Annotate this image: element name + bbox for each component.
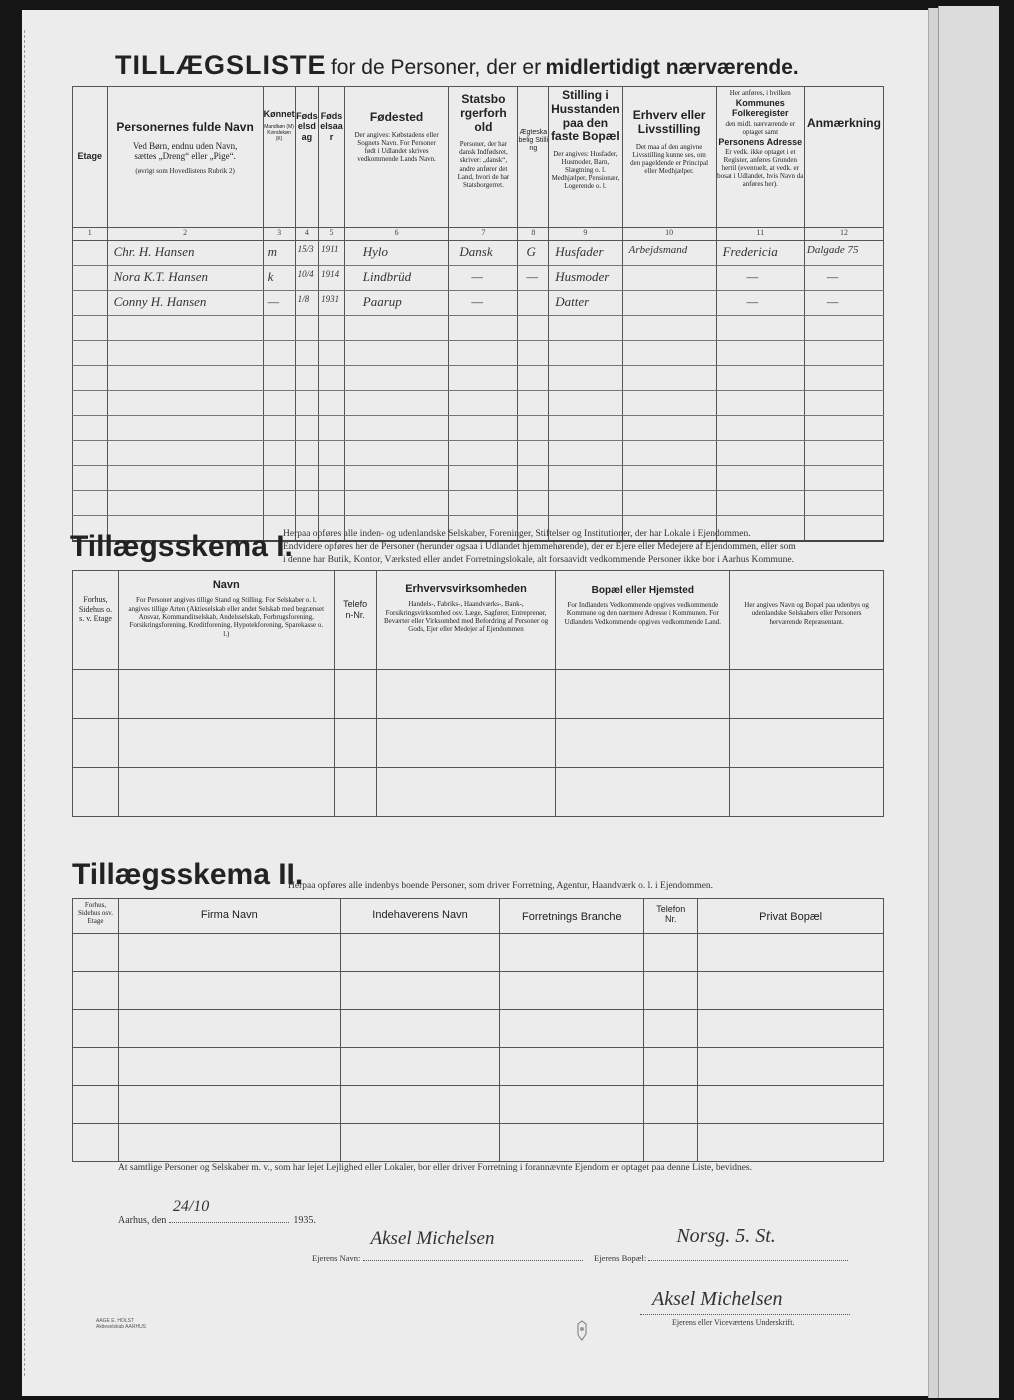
- cell-foedested[interactable]: Hylo: [362, 244, 389, 259]
- cell-anmaerkning[interactable]: —: [826, 294, 839, 309]
- skema2-header-branche: Forretnings Branche: [500, 899, 644, 934]
- table-row: [73, 719, 884, 768]
- col-number: 5: [319, 228, 345, 241]
- header-foedselsdag: Fødselsdag: [295, 87, 319, 228]
- col-number: 11: [716, 228, 804, 241]
- printer-imprint: AAGE E. HOLST Aktieselskab AARHUS: [96, 1318, 147, 1330]
- cell-stilling[interactable]: Husmoder: [555, 269, 610, 284]
- header-aegteskabelig: Ægteskabelig Stilling: [518, 87, 549, 228]
- table-row: [73, 266, 884, 291]
- cell-fdag[interactable]: 1/8: [297, 294, 310, 304]
- place-label: Aarhus, den: [118, 1215, 167, 1226]
- owner-address-label: Ejerens Bopæl:: [594, 1253, 647, 1263]
- date-line: [118, 1198, 316, 1227]
- table-row: [73, 341, 884, 366]
- cell-statsborger[interactable]: —: [471, 269, 483, 284]
- date-field[interactable]: [169, 1198, 289, 1223]
- col-number: 3: [263, 228, 295, 241]
- header-etage: Etage: [73, 87, 108, 228]
- skema1-header-etage: Forhus, Sidehus o. s. v. Etage: [73, 571, 119, 670]
- skema1-desc-line1: Herpaa opføres alle inden- og udenlandske Selskaber, Foreninger, Stiftelser og Institutioner, der har Lokale i Ejendommen.: [283, 529, 751, 539]
- cell-navn[interactable]: Conny H. Hansen: [113, 294, 207, 309]
- cell-kommune[interactable]: Fredericia: [722, 244, 778, 259]
- skema1-desc-line3: i denne har Butik, Kontor, Værksted eller andet Forretningslokale, alt forsaavidt vedkommende Personer ikke bor i Aarhus Kommune.: [283, 555, 795, 565]
- skema2-header-firma: Firma Navn: [118, 899, 340, 934]
- owner-address-line: [594, 1225, 848, 1265]
- cell-navn[interactable]: Nora K.T. Hansen: [113, 269, 208, 284]
- table-row: [73, 391, 884, 416]
- title-main: TILLÆGSLISTE: [115, 50, 327, 80]
- table-row: [73, 291, 884, 316]
- skema1-header-erhverv: Erhvervsvirksomheden Handels-, Fabriks-, Haandværks-, Bank-, Forsikringsvirksomhed osv. Læge, Sagfører, Entreprenør, Beværter eller Virksomhed med Befordring af Personer og Gods, Ejer eller Medejer af Ejendommen: [376, 571, 556, 670]
- cell-anmaerkning[interactable]: —: [826, 269, 839, 284]
- form-title: [115, 50, 799, 81]
- header-statsborger: Statsborgerforhold Personer, der har dansk Indfødsret, skriver: „dansk“, andre anfører det Land, hvori de har Statsborgerret.: [449, 87, 518, 228]
- cell-foedested[interactable]: Paarup: [362, 294, 402, 309]
- cell-koen[interactable]: —: [267, 294, 280, 309]
- skema1-description: [283, 528, 883, 567]
- column-number-row: [73, 228, 884, 241]
- skema2-header-telefon: Telefon Nr.: [644, 899, 698, 934]
- cell-aegteskabelig[interactable]: G: [526, 244, 536, 259]
- tillaegsliste-table: [72, 86, 884, 542]
- header-foedselsaar: Fødselsaar: [319, 87, 345, 228]
- date-value: 24/10: [172, 1198, 210, 1215]
- cell-anmaerkning[interactable]: Dalgade 75: [806, 244, 859, 256]
- cell-statsborger[interactable]: Dansk: [459, 244, 493, 259]
- header-kommune: Her anføres, i hvilken Kommunes Folkeregister den midl. nærværende er optaget samt Personens Adresse Er vedk. ikke optaget i et Register, anføres Grunden hertil (eventuelt, at vedk. er bosat i Udlandet, hvis Navn da anføres her).: [716, 87, 804, 228]
- cell-navn[interactable]: Chr. H. Hansen: [113, 244, 195, 259]
- table-row: [73, 934, 884, 972]
- next-page-edge: [938, 6, 999, 1398]
- owner-address-field[interactable]: [648, 1225, 848, 1261]
- col-number: 4: [295, 228, 319, 241]
- cell-statsborger[interactable]: —: [471, 294, 483, 309]
- skema1-header-repraesentant: Her angives Navn og Bopæl paa udenbys og udenlandske Selskabers eller Personers herværende Repræsentant.: [730, 571, 884, 670]
- col-number: 2: [107, 228, 263, 241]
- signature-field[interactable]: [640, 1288, 850, 1315]
- table-row: [73, 416, 884, 441]
- cell-koen[interactable]: m: [267, 244, 277, 259]
- owner-name-value: Aksel Michelsen: [370, 1228, 495, 1249]
- cell-fdag[interactable]: 10/4: [297, 269, 314, 279]
- col-number: 9: [549, 228, 622, 241]
- cell-aegteskabelig[interactable]: [518, 291, 548, 294]
- header-stilling: Stilling i Husstanden paa den faste Bopæl Der angives: Husfader, Husmoder, Barn, Slægtning o. l. Medhjælper, Pensionær, Logerende o. l.: [549, 87, 622, 228]
- skema2-header-indehaver: Indehaverens Navn: [340, 899, 500, 934]
- title-middle: for de Personer, der er: [330, 56, 542, 79]
- cell-faar[interactable]: 1914: [321, 269, 340, 279]
- table-row: [73, 1010, 884, 1048]
- owner-name-field[interactable]: [363, 1228, 583, 1261]
- skema1-desc-line2: Endvidere opføres her de Personer (herunder ogsaa i Udlandet hjemmehørende), der er Ejere eller Medejere af Ejendommen, eller som: [283, 542, 796, 552]
- signature-value: Aksel Michelsen: [652, 1288, 783, 1310]
- table-row: [73, 1048, 884, 1086]
- cell-stilling[interactable]: Datter: [555, 294, 590, 309]
- year-text: 1935.: [293, 1215, 316, 1226]
- table-row: [73, 1086, 884, 1124]
- header-navn: Personernes fulde Navn Ved Børn, endnu uden Navn, sættes „Dreng“ eller „Pige“. (øvrigt som Hovedlistens Rubrik 2): [107, 87, 263, 228]
- table-row: [73, 972, 884, 1010]
- table-row: [73, 768, 884, 817]
- skema1-header-navn: Navn For Personer angives tillige Stand og Stilling. For Selskaber o. l. angives tillige Arten (Aktieselskab eller andet Selskab med begrænset Ansvar, Kommanditselskab, Andelsselskab, Forbrugsforening, Forsikringsforening, Kreditforening, Hypotekforening, Sparekasse o. l.): [118, 571, 334, 670]
- skema1-table: [72, 570, 884, 817]
- cell-erhverv[interactable]: [623, 291, 716, 294]
- table-row: [73, 491, 884, 516]
- owner-name-line: [312, 1228, 583, 1265]
- header-foedested: Fødested Der angives: Købstadens eller Sognets Navn. For Personer født i Udlandet skrives vedkommende Lands Navn.: [344, 87, 449, 228]
- skema1-title: Tillægsskema I.: [70, 530, 293, 563]
- col-number: 7: [449, 228, 518, 241]
- col-number: 6: [344, 228, 449, 241]
- cell-faar[interactable]: 1931: [321, 294, 340, 304]
- cell-koen[interactable]: k: [267, 269, 274, 284]
- table-row: [73, 366, 884, 391]
- cell-kommune[interactable]: —: [746, 294, 759, 309]
- skema1-header-telefon: Telefon-Nr.: [334, 571, 376, 670]
- cell-foedested[interactable]: Lindbrüd: [362, 269, 412, 284]
- table-row: [73, 466, 884, 491]
- owner-name-label: Ejerens Navn:: [312, 1253, 361, 1263]
- attestation-statement: At samtlige Personer og Selskaber m. v., som har lejet Lejlighed eller Lokaler, bor eller driver Forretning i forannævnte Ejendom er optaget paa denne Liste, bevidnes.: [118, 1163, 752, 1173]
- title-end: midlertidigt nærværende.: [545, 56, 799, 79]
- skema2-title: Tillægsskema II.: [72, 858, 304, 891]
- stamp-icon: [574, 1320, 590, 1342]
- cell-faar[interactable]: 1911: [321, 244, 339, 254]
- col-number: 8: [518, 228, 549, 241]
- table-row: [73, 316, 884, 341]
- table-row: [73, 670, 884, 719]
- table-row: [73, 441, 884, 466]
- skema2-header-etage: Forhus, Sidehus osv. Etage: [73, 899, 119, 934]
- signature-label: Ejerens eller Viceværtens Underskrift.: [672, 1318, 795, 1327]
- cell-stilling[interactable]: Husfader: [555, 244, 604, 259]
- table-row: [73, 1124, 884, 1162]
- binding-stitch: [24, 30, 25, 1376]
- col-number: 1: [73, 228, 108, 241]
- skema2-table: [72, 898, 884, 1162]
- skema2-description: Herpaa opføres alle indenbys boende Personer, som driver Forretning, Agentur, Haandværk o. l. i Ejendommen.: [288, 881, 714, 891]
- header-anmaerkning: Anmærkning: [804, 87, 883, 228]
- header-koen: Kønnet Mandkøn (M) Kvindekøn (K): [263, 87, 295, 228]
- cell-erhverv[interactable]: [623, 266, 716, 269]
- cell-kommune[interactable]: —: [746, 269, 759, 284]
- cell-aegteskabelig[interactable]: —: [526, 269, 539, 284]
- skema1-header-bopael: Bopæl eller Hjemsted For Indlandets Vedkommende opgives vedkommende Kommune og den nærmere Adresse i Kommunen. For Udlandets Vedkommende opgives vedkommende Land.: [556, 571, 730, 670]
- col-number: 10: [622, 228, 716, 241]
- table-row: [73, 241, 884, 266]
- owner-address-value: Norsg. 5. St.: [676, 1225, 776, 1247]
- cell-fdag[interactable]: 15/3: [297, 244, 314, 254]
- header-erhverv: Erhverv eller Livsstilling Det maa af den angivne Livsstilling kunne ses, om den pageldende er Principal eller Medhjælper.: [622, 87, 716, 228]
- skema2-header-privat: Privat Bopæl: [698, 899, 884, 934]
- col-number: 12: [804, 228, 883, 241]
- cell-erhverv[interactable]: Arbejdsmand: [628, 244, 688, 256]
